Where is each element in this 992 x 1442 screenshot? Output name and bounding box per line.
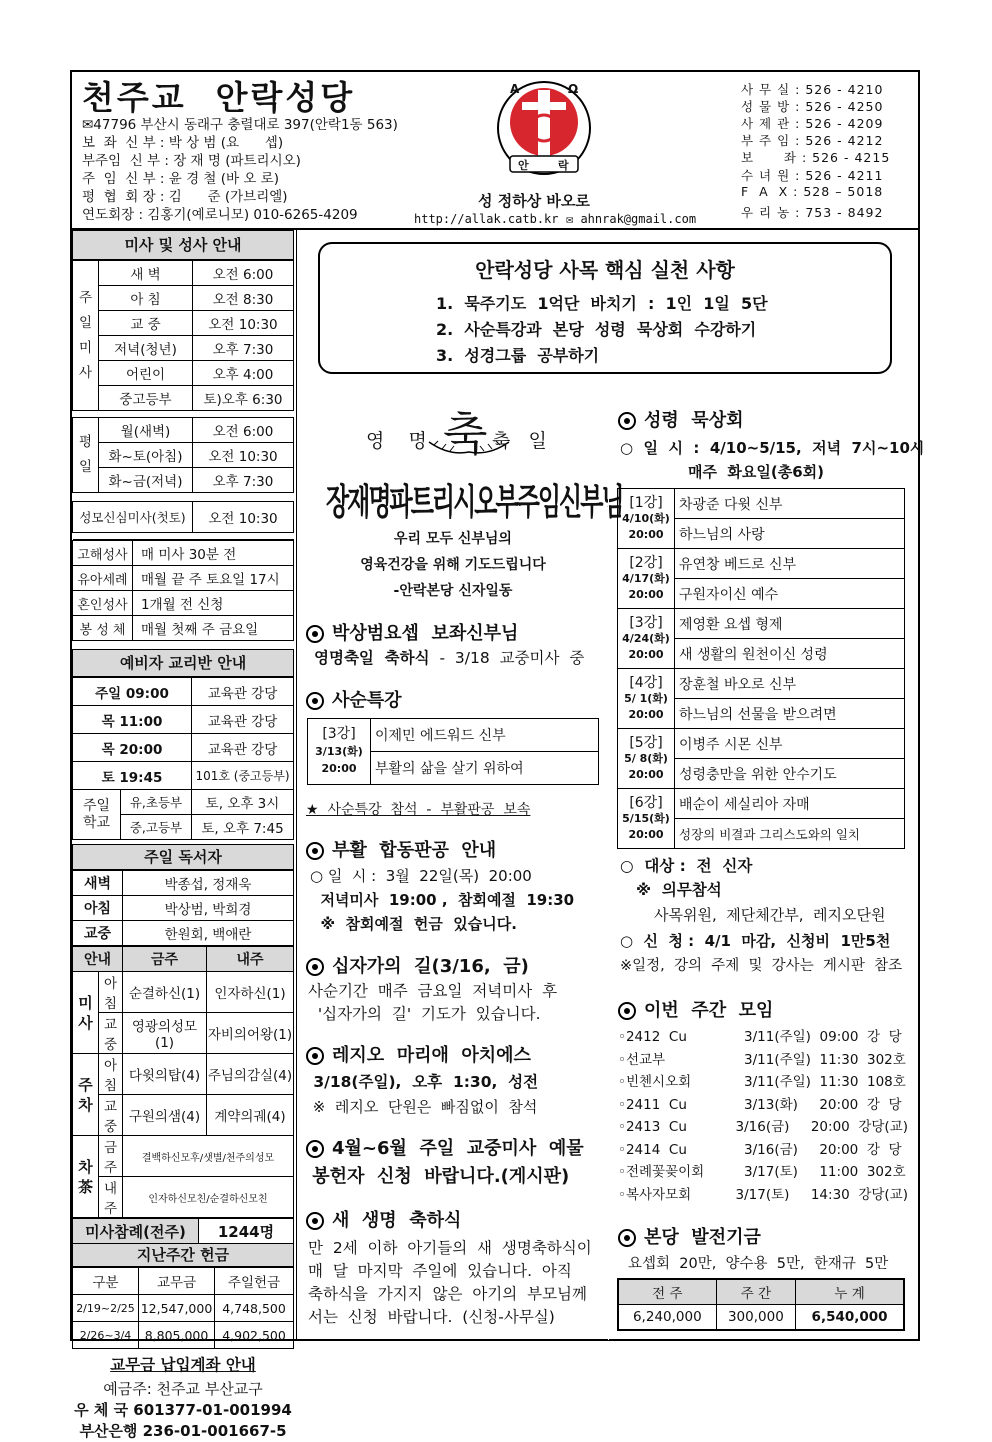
spirit-table — [617, 488, 905, 849]
fund-header: 누 계 — [796, 1279, 904, 1305]
contact-line: 성 물 방 : 526 - 4250 — [741, 99, 884, 114]
newlife-line: 서는 신청 바랍니다. (신청-사무실) — [308, 1308, 555, 1326]
parish-logo — [492, 76, 596, 180]
easter-heading: 부활 합동판공 안내 — [306, 836, 496, 862]
mass-name: 아 침 — [99, 286, 193, 311]
class-time: 토 19:45 — [73, 762, 192, 790]
reader-mass: 새벽 — [73, 871, 123, 896]
sunday-mass-label: 주일미사 — [73, 261, 99, 411]
mass-time: 오전 6:00 — [193, 418, 294, 443]
meeting-item: ◦빈첸시오회 3/11(주일) 11:30 108호 — [618, 1074, 906, 1090]
class-time: 주일 09:00 — [73, 678, 192, 706]
attendance-value: 1244명 — [199, 1219, 294, 1244]
offering-tithe: 12,547,000 — [139, 1295, 215, 1322]
cross-line: '십자가의 길' 기도가 있습니다. — [308, 1005, 541, 1023]
account-post: 우 체 국 601377-01-001994 — [74, 1401, 292, 1419]
legio-heading: 레지오 마리애 아치에스 — [306, 1041, 531, 1067]
lent-note: ★ 사순특강 참석 - 부활판공 보속 — [306, 802, 531, 818]
catechumen-table — [72, 677, 294, 840]
mass-time: 오전 8:30 — [193, 286, 294, 311]
fund-heading: 본당 발전기금 — [618, 1223, 761, 1249]
meeting-item: ◦복사자모회 3/17(토) 14:30 강당(교) — [618, 1186, 908, 1203]
bullet-icon — [618, 412, 636, 430]
guide-week: 금주 — [99, 1136, 123, 1177]
class-time: 목 11:00 — [73, 706, 192, 734]
bullet-icon — [306, 625, 324, 643]
mass-time: 오전 10:30 — [193, 311, 294, 336]
spirit-speaker: 이병주 시몬 신부 — [675, 729, 905, 759]
school-time: 토, 오후 7:45 — [192, 815, 294, 840]
spirit-speaker: 장훈철 바오로 신부 — [675, 669, 905, 699]
mass-name: 저녁(청년) — [99, 336, 193, 361]
readers-table — [72, 870, 294, 946]
spirit-session: [6강] 5/15(화) 20:00 — [618, 789, 675, 849]
spirit-session: [3강] 4/24(화) 20:00 — [618, 609, 675, 669]
class-time: 목 20:00 — [73, 734, 192, 762]
account-holder: 예금주: 천주교 부산교구 — [103, 1380, 263, 1398]
meeting-item: ◦2412 Cu 3/11(주일) 09:00 강 당 — [618, 1029, 902, 1045]
mass-name: 화~금(저녁) — [99, 468, 193, 493]
spirit-topic: 하느님의 사랑 — [675, 519, 905, 549]
mass-name: 월(새벽) — [99, 418, 193, 443]
spirit-speaker: 배순이 세실리아 자매 — [675, 789, 905, 819]
meeting-item: ◦2414 Cu 3/16(금) 20:00 강 당 — [618, 1141, 902, 1158]
lent-topic: 부활의 삶을 살기 위하여 — [371, 752, 599, 785]
guide-this-week: 구원의샘(4) — [123, 1095, 207, 1136]
bullet-icon — [306, 1212, 324, 1230]
core-item: 3. 성경그룹 공부하기 — [436, 346, 600, 365]
class-place: 교육관 강당 — [192, 706, 294, 734]
spirit-notice: ※일정, 강의 주제 및 강사는 게시판 참조 — [620, 958, 903, 974]
guide-next-week: 계약의궤(4) — [207, 1095, 294, 1136]
sacrament-info: 매 미사 30분 전 — [133, 541, 294, 566]
offering-request-heading: 4월~6월 주일 교중미사 예물 — [306, 1134, 584, 1160]
account-bank: 부산은행 236-01-001667-5 — [79, 1422, 287, 1440]
meeting-item: ◦전례꽃꽂이회 3/17(토) 11:00 302호 — [618, 1164, 906, 1180]
mass-name: 화~토(아침) — [99, 443, 193, 468]
offering-sunday: 4,902,500 — [215, 1322, 294, 1349]
school-group: 중,고등부 — [121, 815, 192, 840]
email-link[interactable]: ✉ ahnrak@gmail.com — [566, 212, 697, 226]
spirit-heading: 성령 묵상회 — [618, 406, 743, 432]
fund-value: 300,000 — [716, 1305, 795, 1331]
bullet-icon — [306, 1140, 324, 1158]
easter-line: 저녁미사 19:00 , 참회예절 19:30 — [310, 891, 575, 909]
mass-time: 오전 10:30 — [193, 443, 294, 468]
fund-table — [617, 1278, 905, 1331]
offering-request-line: 봉헌자 신청 바랍니다.(게시판) — [306, 1166, 570, 1187]
first-saturday-mass: 성모신심미사(첫토) — [73, 502, 193, 533]
offering-table — [72, 1267, 294, 1349]
left-column — [72, 230, 294, 1442]
guide-tea-names: 결백하신모후/샛별/천주의성모 — [123, 1136, 294, 1177]
bullet-icon — [618, 1002, 636, 1020]
spirit-session: [5강] 5/ 8(화) 20:00 — [618, 729, 675, 789]
class-place: 교육관 강당 — [192, 734, 294, 762]
meeting-item: ◦2411 Cu 3/13(화) 20:00 강 당 — [618, 1096, 902, 1113]
spirit-session: [4강] 5/ 1(화) 20:00 — [618, 669, 675, 729]
guide-tea-names: 인자하신모친/순결하신모친 — [123, 1177, 294, 1218]
patron-saint: 성 정하상 바오로 — [478, 192, 590, 210]
fund-header: 주 간 — [716, 1279, 795, 1305]
contact-line: 수 녀 원 : 526 - 4211 — [741, 168, 884, 183]
mass-time: 오후 7:30 — [193, 468, 294, 493]
mass-time: 오전 6:00 — [193, 261, 294, 286]
guide-parking-label: 주차 — [73, 1054, 99, 1136]
fund-value: 6,240,000 — [618, 1305, 716, 1331]
mass-name: 어린이 — [99, 361, 193, 386]
guide-next-week: 자비의어왕(1) — [207, 1013, 294, 1054]
spirit-topic: 구원자이신 예수 — [675, 579, 905, 609]
guide-week: 내주 — [99, 1177, 123, 1218]
contact-line: 보 좌 : 526 - 4215 — [741, 150, 891, 165]
spirit-speaker: 제영환 요셉 형제 — [675, 609, 905, 639]
reader-mass: 교중 — [73, 921, 123, 946]
sacrament-info: 매월 끝 주 토요일 17시 — [133, 566, 294, 591]
mass-name: 새 벽 — [99, 261, 193, 286]
spirit-date: ○ 일 시 : 4/10~5/15, 저녁 7시~10시 — [620, 439, 925, 457]
staff-line: 평 협 회 장 : 김 준 (가브리엘) — [82, 189, 288, 205]
guide-this-week: 순결하신(1) — [123, 972, 207, 1013]
omega-mark: Ω — [568, 82, 579, 96]
legio-line: ※ 레지오 단원은 빠짐없이 참석 — [308, 1098, 538, 1116]
spirit-date-sub: 매주 화요일(총6회) — [688, 463, 825, 481]
nameday-honoree: 장재명파트리시오부주임신부님 — [326, 481, 623, 523]
spirit-required-list: 사목위원, 제단체간부, 레지오단원 — [654, 906, 886, 924]
core-item: 2. 사순특강과 본당 성령 묵상회 수강하기 — [436, 320, 757, 339]
school-group: 유,초등부 — [121, 790, 192, 815]
spirit-speaker: 차광준 다윗 신부 — [675, 489, 905, 519]
sacrament-info: 매월 첫째 주 금요일 — [133, 616, 294, 641]
cross-line: 사순기간 매주 금요일 저녁미사 후 — [308, 982, 558, 1000]
reader-names: 박상범, 박희경 — [123, 896, 294, 921]
guide-table — [72, 946, 294, 1218]
sunday-school-label: 주일학교 — [73, 790, 121, 840]
core-item: 1. 묵주기도 1억단 바치기 : 1인 1일 5단 — [436, 294, 768, 313]
spirit-session: [2강] 4/17(화) 20:00 — [618, 549, 675, 609]
bullet-icon — [306, 958, 324, 976]
offering-period: 2/19~2/25 — [73, 1295, 139, 1322]
offering-heading: 지난주간 헌금 — [72, 1244, 294, 1267]
legio-line: 3/18(주일), 오후 1:30, 성전 — [308, 1073, 539, 1091]
staff-line: 주 임 신 부 : 윤 경 철 (바 오 로) — [82, 171, 279, 187]
mass-time: 오전 10:30 — [193, 502, 294, 533]
contact-line: F A X : 528 – 5018 — [741, 184, 884, 199]
parish-title: 천주교 안락성당 — [82, 78, 356, 117]
class-place: 교육관 강당 — [192, 678, 294, 706]
mass-name: 교 중 — [99, 311, 193, 336]
nameday-emblem: 축 — [443, 407, 488, 461]
guide-next-week: 주님의감실(4) — [207, 1054, 294, 1095]
easter-line: ○ 일 시 : 3월 22일(목) 20:00 — [310, 867, 532, 885]
class-place: 101호 (중고등부) — [192, 762, 294, 790]
weekday-mass-label: 평일 — [73, 418, 99, 493]
attendance-label: 미사참례(전주) — [73, 1219, 199, 1244]
lent-heading: 사순특강 — [306, 686, 402, 712]
spirit-target: ○ 대상 : 전 신자 — [620, 857, 753, 875]
nameday-label-right: 축 일 — [492, 430, 547, 452]
easter-line: ※ 참회예절 헌금 있습니다. — [310, 915, 517, 933]
spirit-session: [1강] 4/10(화) 20:00 — [618, 489, 675, 549]
offering-header: 주일헌금 — [215, 1268, 294, 1295]
guide-time: 교중 — [99, 1013, 123, 1054]
meeting-item: ◦2413 Cu 3/16(금) 20:00 강당(교) — [618, 1119, 908, 1135]
sacrament-info: 1개월 전 신청 — [133, 591, 294, 616]
logo-text-right: 락 — [558, 159, 569, 172]
staff-line: 연도회장 : 김홍기(예로니모) 010-6265-4209 — [82, 207, 358, 223]
staff-line: 부주임 신 부 : 장 재 명 (파트리시오) — [82, 153, 301, 169]
contact-line: 사 제 관 : 526 - 4209 — [741, 116, 884, 131]
mass-name: 중고등부 — [99, 386, 193, 411]
spirit-topic: 성장의 비결과 그리스도와의 일치 — [675, 819, 905, 849]
fund-header: 전 주 — [618, 1279, 716, 1305]
guide-time: 아침 — [99, 972, 123, 1013]
guide-tea-label: 차茶 — [73, 1136, 99, 1218]
spirit-speaker: 유연창 베드로 신부 — [675, 549, 905, 579]
mass-time: 오후 7:30 — [193, 336, 294, 361]
guide-header: 내주 — [207, 947, 294, 972]
logo-text-left: 안 — [518, 159, 529, 172]
guide-time: 교중 — [99, 1095, 123, 1136]
website-link[interactable]: http://allak.catb.kr — [414, 212, 559, 226]
guide-next-week: 인자하신(1) — [207, 972, 294, 1013]
mass-time: 토)오후 6:30 — [193, 386, 294, 411]
offering-period: 2/26~3/4 — [73, 1322, 139, 1349]
meeting-item: ◦선교부 3/11(주일) 11:30 302호 — [618, 1051, 906, 1068]
lent-table — [307, 718, 599, 785]
offering-header: 구분 — [73, 1268, 139, 1295]
bullet-icon — [306, 692, 324, 710]
bullet-icon — [306, 842, 324, 860]
guide-header: 금주 — [123, 947, 207, 972]
offering-header: 교무금 — [139, 1268, 215, 1295]
newlife-heading: 새 생명 축하식 — [306, 1206, 461, 1232]
attendance-table — [72, 1218, 294, 1244]
contact-line: 우 리 농 : 753 - 8492 — [741, 205, 884, 220]
offering-tithe: 8,805,000 — [139, 1322, 215, 1349]
bullet-icon — [618, 1229, 636, 1247]
newlife-line: 축하식을 가지지 않은 아기의 부모님께 — [308, 1285, 587, 1303]
spirit-apply: ○ 신 청 : 4/1 마감, 신청비 1만5천 — [620, 932, 891, 950]
sacrament-name: 고해성사 — [73, 541, 133, 566]
guide-mass-label: 미사 — [73, 972, 99, 1054]
spirit-topic: 성령충만을 위한 안수기도 — [675, 759, 905, 789]
meetings-heading: 이번 주간 모임 — [618, 996, 773, 1022]
newlife-line: 만 2세 이하 아기들의 새 생명축하식이 — [308, 1239, 592, 1257]
guide-this-week: 영광의성모(1) — [123, 1013, 207, 1054]
staff-line: 보 좌 신 부 : 박 상 범 (요 셉) — [82, 135, 284, 151]
newlife-line: 매 달 마지막 주일에 있습니다. 아직 — [308, 1262, 572, 1280]
reader-mass: 아침 — [73, 896, 123, 921]
sacrament-table — [72, 540, 294, 641]
fund-value: 6,540,000 — [796, 1305, 904, 1331]
lent-speaker: 이제민 에드워드 신부 — [371, 719, 599, 752]
mass-heading: 미사 및 성사 안내 — [72, 230, 294, 260]
sacrament-name: 혼인성사 — [73, 591, 133, 616]
cross-heading: 십자가의 길(3/16, 금) — [306, 952, 529, 978]
alpha-mark: A — [510, 82, 520, 96]
guide-time: 아침 — [99, 1054, 123, 1095]
parish-address: ✉47796 부산시 동래구 충렬대로 397(안락1동 563) — [82, 117, 398, 133]
school-time: 토, 오후 3시 — [192, 790, 294, 815]
park-text: 영명축일 축하식 - 3/18 교중미사 중 — [314, 649, 585, 667]
bullet-icon — [306, 1047, 324, 1065]
offering-sunday: 4,748,500 — [215, 1295, 294, 1322]
fund-donors: 요셉회 20만, 양수용 5만, 한재규 5만 — [628, 1256, 889, 1272]
meetings-list — [618, 1026, 908, 1206]
reader-names: 박종섭, 정재욱 — [123, 871, 294, 896]
lent-session: [3강] 3/13(화) 20:00 — [308, 719, 371, 785]
nameday-label-left: 영 명 — [366, 430, 427, 452]
contact-line: 사 무 실 : 526 - 4210 — [741, 82, 884, 97]
spirit-required: ※ 의무참석 — [636, 881, 722, 899]
contact-line: 부 주 임 : 526 - 4212 — [741, 133, 884, 148]
spirit-topic: 하느님의 선물을 받으려면 — [675, 699, 905, 729]
catechumen-heading: 예비자 교리반 안내 — [72, 649, 294, 677]
sacrament-name: 유아세례 — [73, 566, 133, 591]
guide-header: 안내 — [73, 947, 123, 972]
mass-time: 오후 4:00 — [193, 361, 294, 386]
nameday-wish: 우리 모두 신부님의 영육건강을 위해 기도드립니다 -안락본당 신자일동 — [360, 531, 546, 599]
sacrament-name: 봉 성 체 — [73, 616, 133, 641]
readers-heading: 주일 독서자 — [72, 844, 294, 870]
guide-this-week: 다윗의탑(4) — [123, 1054, 207, 1095]
account-heading: 교무금 납입계좌 안내 — [110, 1356, 256, 1374]
park-heading: 박상범요셉 보좌신부님 — [306, 619, 518, 645]
spirit-topic: 새 생활의 원천이신 성령 — [675, 639, 905, 669]
core-title: 안락성당 사목 핵심 실천 사항 — [475, 258, 735, 282]
reader-names: 한원회, 백애란 — [123, 921, 294, 946]
sunday-mass-table — [72, 260, 294, 540]
